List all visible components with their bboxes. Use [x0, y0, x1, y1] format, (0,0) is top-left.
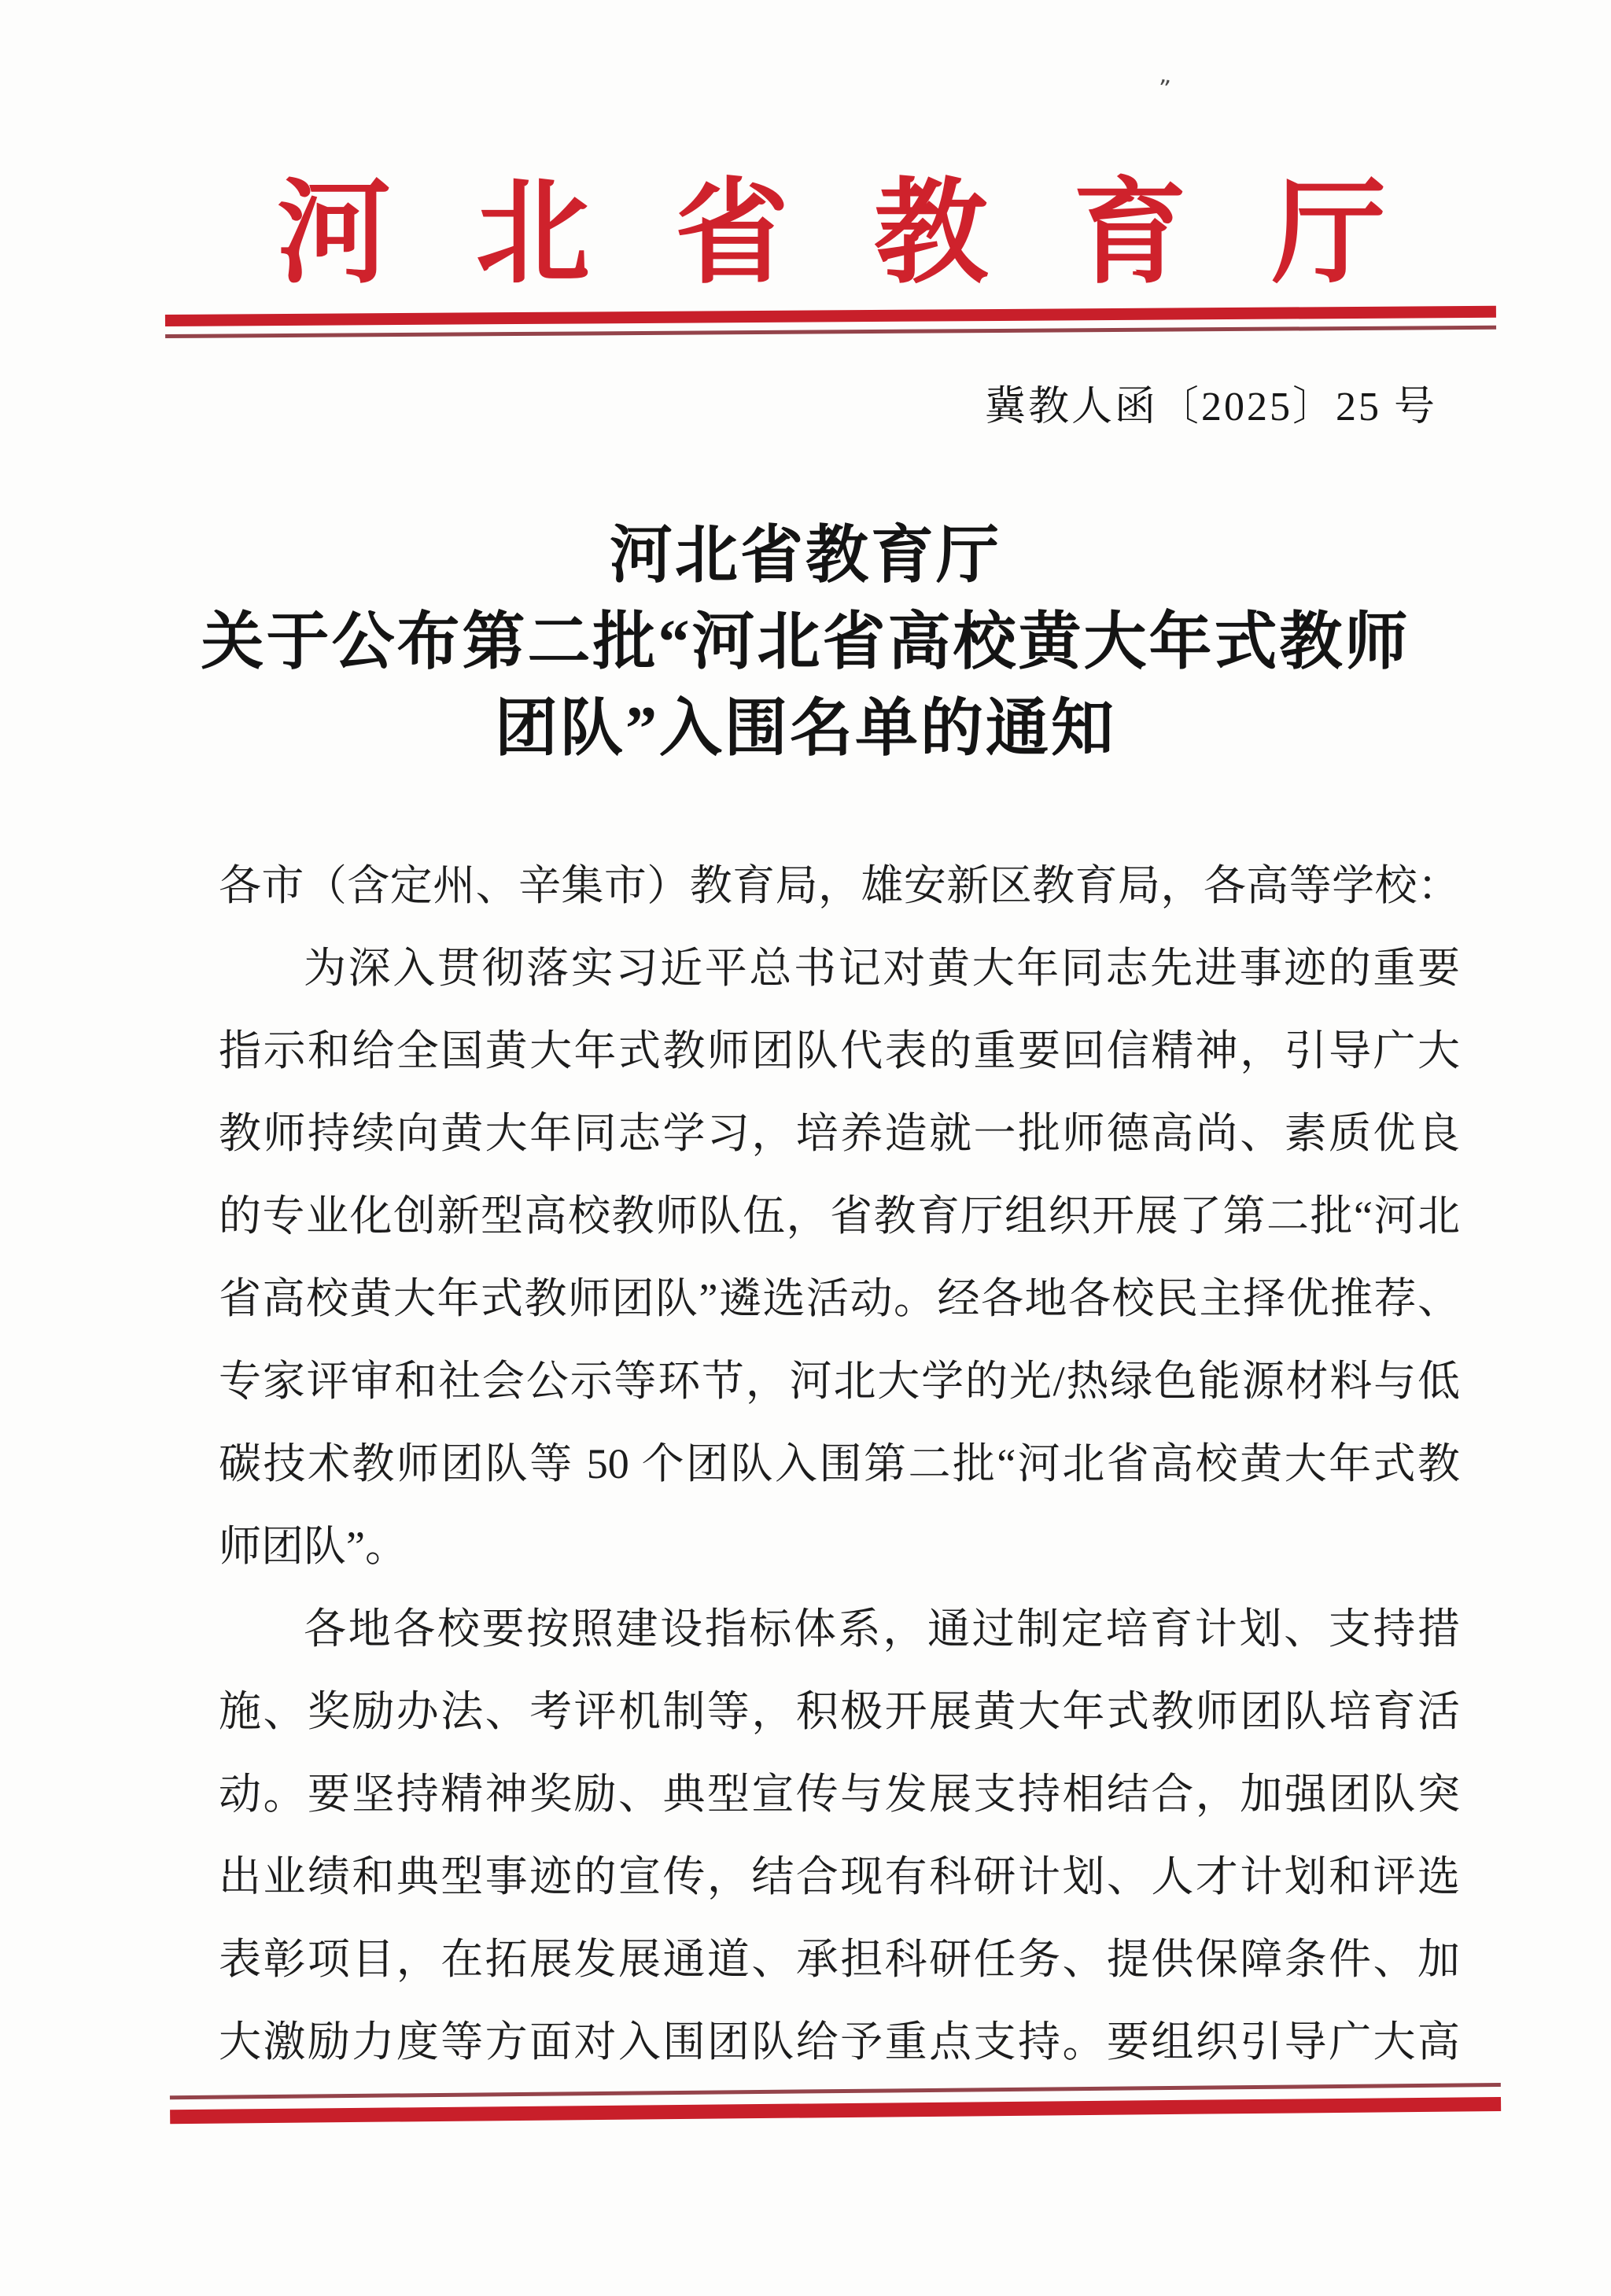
body-line: 为深入贯彻落实习近平总书记对黄大年同志先进事迹的重要	[304, 945, 1460, 992]
document-title	[0, 513, 1611, 772]
body-line: 出业绩和典型事迹的宣传，结合现有科研计划、人才计划和评选	[219, 1853, 1460, 1900]
body-line: 碳技术教师团队等 50 个团队入围第二批“河北省高校黄大年式教	[219, 1440, 1460, 1487]
body-line: 专家评审和社会公示等环节，河北大学的光/热绿色能源材料与低	[219, 1358, 1460, 1405]
body-line: 各地各校要按照建设指标体系，通过制定培育计划、支持措	[304, 1605, 1460, 1653]
title-line-3: 团队”入围名单的通知	[495, 695, 1116, 764]
body-line: 省高校黄大年式教师团队”遴选活动。经各地各校民主择优推荐、	[219, 1275, 1460, 1322]
body-line: 施、奖励办法、考评机制等，积极开展黄大年式教师团队培育活	[219, 1688, 1460, 1735]
body-line: 指示和给全国黄大年式教师团队代表的重要回信精神，引导广大	[219, 1027, 1460, 1074]
title-line-1: 河北省教育厅	[610, 521, 1001, 591]
footer-rule	[170, 2083, 1501, 2124]
body-line: 动。要坚持精神奖励、典型宣传与发展支持相结合，加强团队突	[219, 1771, 1460, 1818]
body-line: 教师持续向黄大年同志学习，培养造就一批师德高尚、素质优良	[219, 1110, 1460, 1157]
title-line-2: 关于公布第二批“河北省高校黄大年式教师	[201, 608, 1410, 677]
body-line: 师团队”。	[219, 1523, 407, 1570]
body-line: 表彰项目，在拓展发展通道、承担科研任务、提供保障条件、加	[219, 1936, 1460, 1983]
document-number: 冀教人函〔2025〕25 号	[985, 385, 1438, 429]
letterhead-agency-name: 河北省教育厅	[277, 171, 1471, 297]
letterhead-rule	[165, 306, 1496, 338]
body-line: 大激励力度等方面对入围团队给予重点支持。要组织引导广大高	[219, 2018, 1460, 2066]
body-line: 的专业化创新型高校教师队伍，省教育厅组织开展了第二批“河北	[219, 1192, 1460, 1240]
scan-artifact-mark: ”	[1156, 75, 1172, 104]
body-text	[219, 845, 1460, 2084]
body-line: 各市（含定州、辛集市）教育局，雄安新区教育局，各高等学校：	[219, 862, 1460, 909]
